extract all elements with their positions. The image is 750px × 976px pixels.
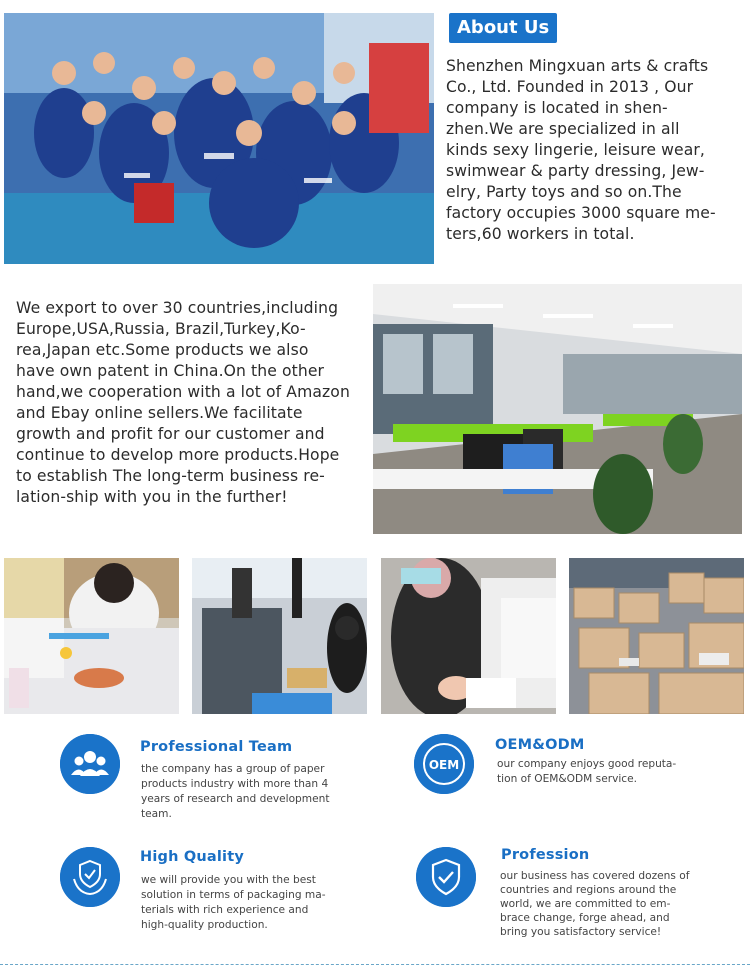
feature-desc-line: tion of OEM&ODM service. [497, 773, 637, 785]
about-line: Co., Ltd. Founded in 2013 , Our [446, 78, 694, 96]
feature-desc-line: the company has a group of paper [141, 763, 325, 775]
export-paragraph [16, 298, 372, 508]
feature-desc-line: products industry with more than 4 [141, 778, 329, 790]
feature-desc-line: our business has covered dozens of [500, 870, 690, 882]
feature-title-professional-team: Professional Team [140, 739, 293, 755]
factory-photo-2 [192, 558, 367, 714]
shield-check-icon [416, 847, 476, 907]
about-line: kinds sexy lingerie, leisure wear, [446, 141, 705, 159]
about-line: elry, Party toys and so on.The [446, 183, 682, 201]
factory-photo-3 [381, 558, 556, 714]
export-line: hand,we cooperation with a lot of Amazon [16, 383, 350, 401]
export-line: to establish The long-term business re- [16, 467, 325, 485]
feature-desc-line: bring you satisfactory service! [500, 926, 662, 938]
feature-desc-line: countries and regions around the [500, 884, 677, 896]
team-photo [4, 13, 434, 264]
about-line: company is located in shen- [446, 99, 668, 117]
factory-photo-1 [4, 558, 179, 714]
export-line: and Ebay online sellers.We facilitate [16, 404, 303, 422]
feature-title-high-quality: High Quality [140, 849, 245, 865]
feature-desc-line: we will provide you with the best [141, 874, 316, 886]
export-line: Europe,USA,Russia, Brazil,Turkey,Ko- [16, 320, 306, 338]
about-line: zhen.We are specialized in all [446, 120, 680, 138]
about-line: factory occupies 3000 square me- [446, 204, 716, 222]
export-line: have own patent in China.On the other [16, 362, 325, 380]
feature-desc-line: terials with rich experience and [141, 904, 309, 916]
factory-photo-4 [569, 558, 744, 714]
dotted-divider [0, 964, 750, 965]
feature-desc-line: our company enjoys good reputa- [497, 758, 677, 770]
feature-desc-line: team. [141, 808, 172, 820]
feature-desc-profession [500, 869, 689, 939]
oem-icon-text: OEM [428, 758, 460, 772]
quality-hands-shield-icon [60, 847, 120, 907]
team-icon [60, 734, 120, 794]
about-line: swimwear & party dressing, Jew- [446, 162, 705, 180]
export-line: We export to over 30 countries,including [16, 299, 339, 317]
export-line: rea,Japan etc.Some products we also [16, 341, 309, 359]
about-line: ters,60 workers in total. [446, 225, 635, 243]
about-us-badge: About Us [449, 13, 557, 43]
office-photo [373, 284, 742, 534]
feature-desc-line: solution in terms of packaging ma- [141, 889, 326, 901]
export-line: growth and profit for our customer and [16, 425, 325, 443]
feature-title-profession: Profession [501, 847, 590, 863]
feature-desc-line: world, we are committed to em- [500, 898, 671, 910]
about-paragraph [446, 56, 742, 245]
about-line: Shenzhen Mingxuan arts & crafts [446, 57, 709, 75]
feature-desc-oem-odm [497, 757, 676, 787]
feature-desc-line: years of research and development [141, 793, 330, 805]
feature-desc-line: brace change, forge ahead, and [500, 912, 670, 924]
feature-desc-professional-team [141, 762, 329, 822]
feature-desc-line: high-quality production. [141, 919, 268, 931]
export-line: lation-ship with you in the further! [16, 488, 288, 506]
feature-desc-high-quality [141, 873, 326, 933]
export-line: continue to develop more products.Hope [16, 446, 340, 464]
feature-title-oem-odm: OEM&ODM [495, 737, 585, 753]
oem-icon [414, 734, 474, 794]
